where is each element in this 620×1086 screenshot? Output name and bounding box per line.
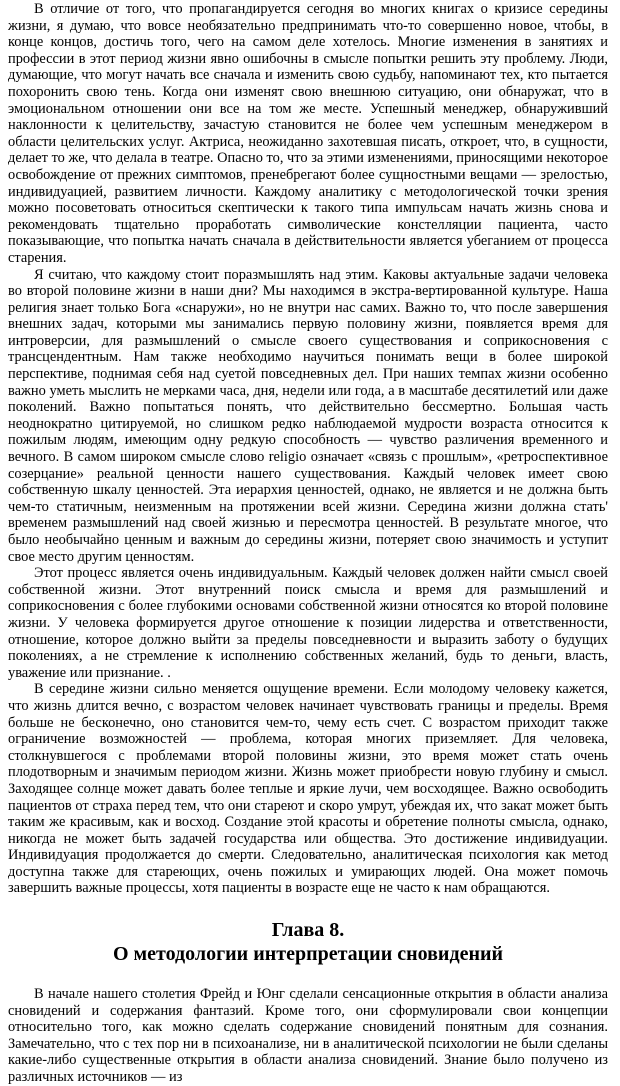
- chapter-heading: [8, 918, 608, 966]
- paragraph-sense-of-time: В середине жизни сильно меняется ощущение времени. Если молодому человеку кажется, что жизнь длится вечно, с возрастом человек начинает чувствовать границы и пределы. Время больше не бесконечно, оно становится чем-то, чему есть счет. С возрастом приходит также ограничение возможностей — проблема, которая многих приземляет. Для человека, столкнувшегося с проблемами второй половины жизни, это время может стать очень плодотворным и значимым периодом жизни. Жизнь может приобрести новую глубину и смысл. Заходящее солнце может давать более теплые и яркие лучи, чем восходящее. Важно освободить пациентов от страха перед тем, что они стареют и скоро умрут, убеждая их, что закат может быть таким же красивым, как и восход. Создание этой красоты и обретение полноты смысла, однако, никогда не может быть задачей государства или общества. Это достижение индивидуации. Индивидуация продолжается до смерти. Следовательно, аналитическая психология как метод доступна также для стареющих, очень пожилых и умирающих людей. Она может помочь завершить важные процессы, хотя пациенты в возрасте еще не часто к нам обращаются.: [8, 681, 608, 897]
- paragraph-midlife-crisis: В отличие от того, что пропагандируется сегодня во многих книгах о кризисе середины жизни, я думаю, что вовсе необязательно предпринимать что-то совершенно новое, чтобы, в конце концов, достичь того, чего на самом деле хотелось. Многие изменения в занятиях и профессии в этот период жизни явно ошибочны в смысле попытки решить эту проблему. Люди, думающие, что могут начать все сначала и изменить свою судьбу, напоминают тех, кто пытается похоронить свою тень. Когда они изменят свою внешнюю ситуацию, они обнаружат, что в эмоциональном отношении они все на том же месте. Успешный менеджер, обнаруживший наклонности к целительству, зачастую становится не более чем успешным менеджером в области целительских услуг. Актриса, неожиданно захотевшая писать, откроет, что, в сущности, делает то же, что делала в театре. Опасно то, что за этими изменениями, приносящими некоторое освобождение от прежних симптомов, пренебрегают более сущностными вещами — зрелостью, индивидуацией, развитием личности. Каждому аналитику с методологической точки зрения можно посоветовать относиться скептически к такого типа импульсам начать жизнь снова и рекомендовать тщательно проработать символические констелляции пациента, часто показывающие, что попытка начать сначала в действительности является убеганием от процесса старения.: [8, 1, 608, 266]
- document-page: [8, 1, 608, 1086]
- paragraph-individual-process: Этот процесс является очень индивидуальным. Каждый человек должен найти смысл своей собственной жизни. Этот внутренний поиск смысла и время для размышлений и соприкосновения с более глубокими основами собственной жизни относятся ко второй половине жизни. У человека формируется другое отношение к позиции лидерства и ответственности, отношение, которое должно выйти за пределы повседневности и выразить заботу о будущих поколениях, а не стремление к исполнению собственных желаний, будь то деньги, власть, уважение или признание. .: [8, 565, 608, 681]
- chapter-number: Глава 8.: [271, 919, 345, 942]
- paragraph-second-half-tasks: Я считаю, что каждому стоит поразмышлять над этим. Каковы актуальные задачи человека во второй половине жизни в наши дни? Мы находимся в экстра-вертированной культуре. Наша религия знает только Бога «снаружи», но не внутри нас самих. Важно то, что после завершения внешних задач, которыми мы занимались первую половину жизни, появляется время для интроверсии, для размышлений о смысле своего существования и соприкосновения с трансцендентным. Нам также необходимо научиться понимать вещи в более широкой перспективе, поднимая себя над суетой повседневных дел. При наших темпах жизни особенно важно уметь мыслить не мерками часа, дня, недели или года, а в масштабе десятилетий или даже поколений. Важно попытаться понять, что действительно бессмертно. Большая часть неоднократно цитируемой, но слишком редко наблюдаемой мудрости возраста относится к пожилым людям, имеющим одну редкую способность — чувство различения временного и вечного. В самом широком смысле слово religio означает «связь с прошлым», «ретроспективное созерцание» реальной ценности нашего существования. Каждый человек имеет свою собственную шкалу ценностей. Эта иерархия ценностей, однако, не является и не должна быть чем-то статичным, неизменным на протяжении всей жизни. Середина жизни должна стать' временем размышлений над своей жизнью и пересмотра ценностей. В результате многое, что было необычайно ценным и важным до середины жизни, потеряет свою значимость и уступит свое место другим ценностям.: [8, 266, 608, 565]
- chapter-title: О методологии интерпретации сновидений: [112, 943, 504, 966]
- paragraph-dream-analysis-intro: В начале нашего столетия Фрейд и Юнг сделали сенсационные открытия в области анализа сновидений и содержания фантазий. Кроме того, они сформулировали свои концепции относительно того, как можно сделать содержание сновидений понятным для сознания. Замечательно, что с тех пор ни в психоанализе, ни в аналитической психологии не были сделаны какие-либо существенные открытия в области анализа сновидений. Знание было получено из различных источников — из: [8, 986, 608, 1086]
